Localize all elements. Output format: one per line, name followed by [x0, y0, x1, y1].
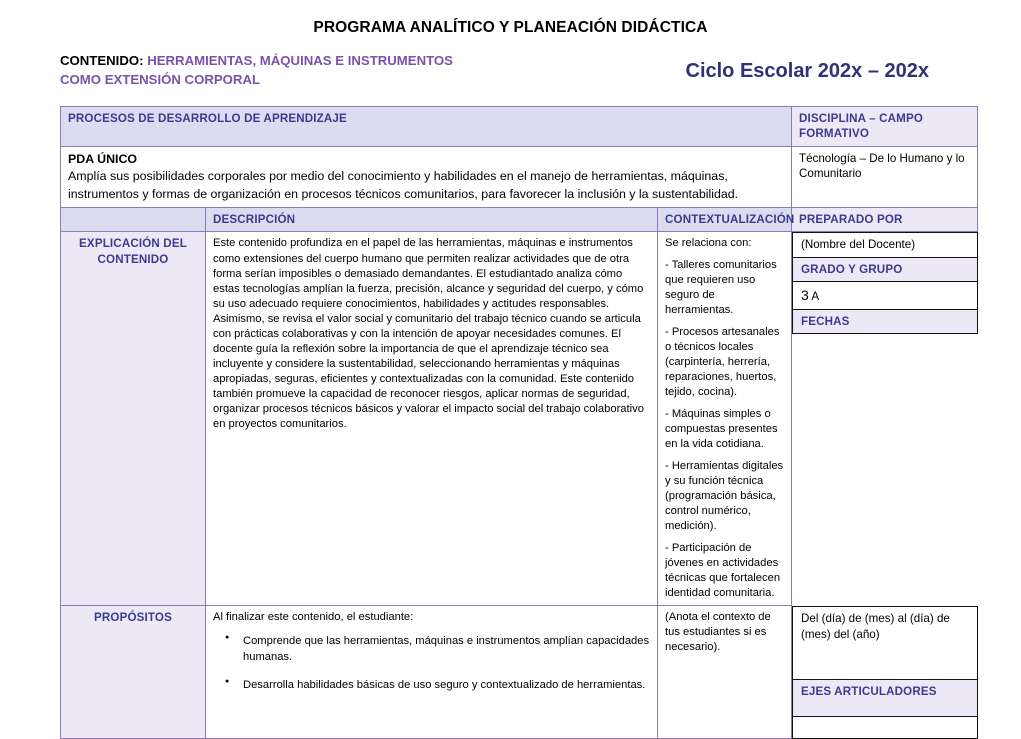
planeacion-table	[60, 106, 978, 739]
explicacion-descripcion-cell	[206, 232, 658, 606]
preparado-por-header-cell: PREPARADO POR	[792, 208, 978, 232]
ctx-line: - Talleres comunitarios que requieren uso seguro de herramientas.	[665, 259, 777, 317]
grado-grupo-header: GRADO Y GRUPO	[792, 258, 978, 282]
contextualizacion-header-cell: CONTEXTUALIZACIÓN	[658, 208, 792, 232]
propositos-intro: Al finalizar este contenido, el estudiante:	[213, 611, 414, 624]
grado-letra: A	[811, 290, 820, 304]
list-item: ● Desarrolla habilidades básicas de uso seguro y contextualizado de herramientas.	[243, 678, 650, 694]
explicacion-descripcion-text: Este contenido profundiza en el papel de las herramientas, máquinas e instrumentos como extensiones del cuerpo humano que permiten realizar actividades que de otra forma serían imposibles o demasiado demandantes. El estudiantado analiza cómo estas tecnologías amplían la fuerza, precisión, alcance y seguridad del cuerpo, y cómo su uso adecuado requiere conocimientos, habilidades y actitudes responsables. Asimismo, se revisa el valor social y comunitario del trabajo técnico cuando se articula con prácticas colaborativas y con la intención de apoyar necesidades comunes. El docente guía la reflexión sobre la importancia de que el aprendizaje técnico sea incluyente y considere la sustentabilidad, seleccionando herramientas y máquinas apropiadas, seguras, eficientes y contextualizadas con la comunidad. Este contenido también promueve la capacidad de reconocer riesgos, aplicar normas de seguridad, organizar procesos técnicos básicos y valorar el impacto social del trabajo colaborativo en proyectos comunitarios.	[213, 237, 644, 431]
ctx-line: Se relaciona con:	[665, 237, 752, 250]
grado-numero: 3	[801, 287, 809, 304]
ctx-line: - Procesos artesanales o técnicos locales (carpintería, herrería, reparaciones, huertos, tejido, cocina).	[665, 326, 780, 399]
contenido-label: CONTENIDO:	[60, 53, 144, 68]
propositos-list	[213, 634, 650, 693]
ctx-line: - Participación de jóvenes en actividades técnicas que fortalecen identidad comunitaria.	[665, 542, 781, 600]
pda-title: PDA ÚNICO	[68, 151, 138, 166]
propositos-label-cell: PROPÓSITOS	[61, 606, 206, 739]
pda-cell	[61, 146, 792, 207]
propositos-descripcion-cell	[206, 606, 658, 739]
fechas-header: FECHAS	[792, 310, 978, 334]
document-header	[60, 51, 961, 97]
table-row-procesos-header	[61, 107, 978, 147]
table-row-propositos	[61, 606, 978, 739]
table-row-pda	[61, 146, 978, 207]
procesos-header-cell: PROCESOS DE DESARROLLO DE APRENDIZAJE	[61, 107, 792, 147]
table-row-column-headers	[61, 208, 978, 232]
page-title: PROGRAMA ANALÍTICO Y PLANEACIÓN DIDÁCTICA	[313, 19, 708, 36]
propositos-contextualizacion-cell[interactable]	[658, 606, 792, 739]
explicacion-contextualizacion-cell	[658, 232, 792, 606]
explicacion-label-cell: EXPLICACIÓN DEL CONTENIDO	[61, 232, 206, 606]
pda-body: Amplía sus posibilidades corporales por medio del conocimiento y habilidades en el manejo de herramientas, máquinas, instrumentos y formas de organización en procesos técnicos comunitarios, para favorecer la inclusión y la sustentabilidad.	[68, 169, 739, 201]
descripcion-header-cell: DESCRIPCIÓN	[206, 208, 658, 232]
ciclo-escolar: Ciclo Escolar 202x – 202x	[685, 60, 929, 82]
contenido-block	[60, 51, 490, 89]
list-item: ● Comprende que las herramientas, máquinas e instrumentos amplían capacidades humanas.	[243, 634, 650, 665]
preparado-por-value[interactable]: (Nombre del Docente)	[792, 232, 978, 257]
propositos-contextualizacion-text: (Anota el contexto de tus estudiantes si es necesario).	[665, 611, 771, 654]
ejes-articuladores-header: EJES ARTICULADORES	[792, 680, 978, 717]
grado-grupo-value[interactable]	[792, 282, 978, 310]
sidebar-info-cell	[792, 232, 978, 606]
blank-header-cell	[61, 208, 206, 232]
disciplina-value-cell: Técnología – De lo Humano y lo Comunitario	[792, 146, 978, 207]
fechas-ejes-cell	[792, 606, 978, 739]
ctx-line: - Máquinas simples o compuestas presentes en la vida cotidiana.	[665, 408, 778, 451]
disciplina-header-cell: DISCIPLINA – CAMPO FORMATIVO	[792, 107, 978, 147]
ctx-line: - Herramientas digitales y su función técnica (programación básica, control numérico, medición).	[665, 460, 784, 533]
table-row-explicacion	[61, 232, 978, 606]
fechas-value[interactable]: Del (día) de (mes) al (día) de (mes) del (año)	[792, 606, 978, 680]
contenido-value: HERRAMIENTAS, MÁQUINAS E INSTRUMENTOS COMO EXTENSIÓN CORPORAL	[60, 53, 453, 88]
